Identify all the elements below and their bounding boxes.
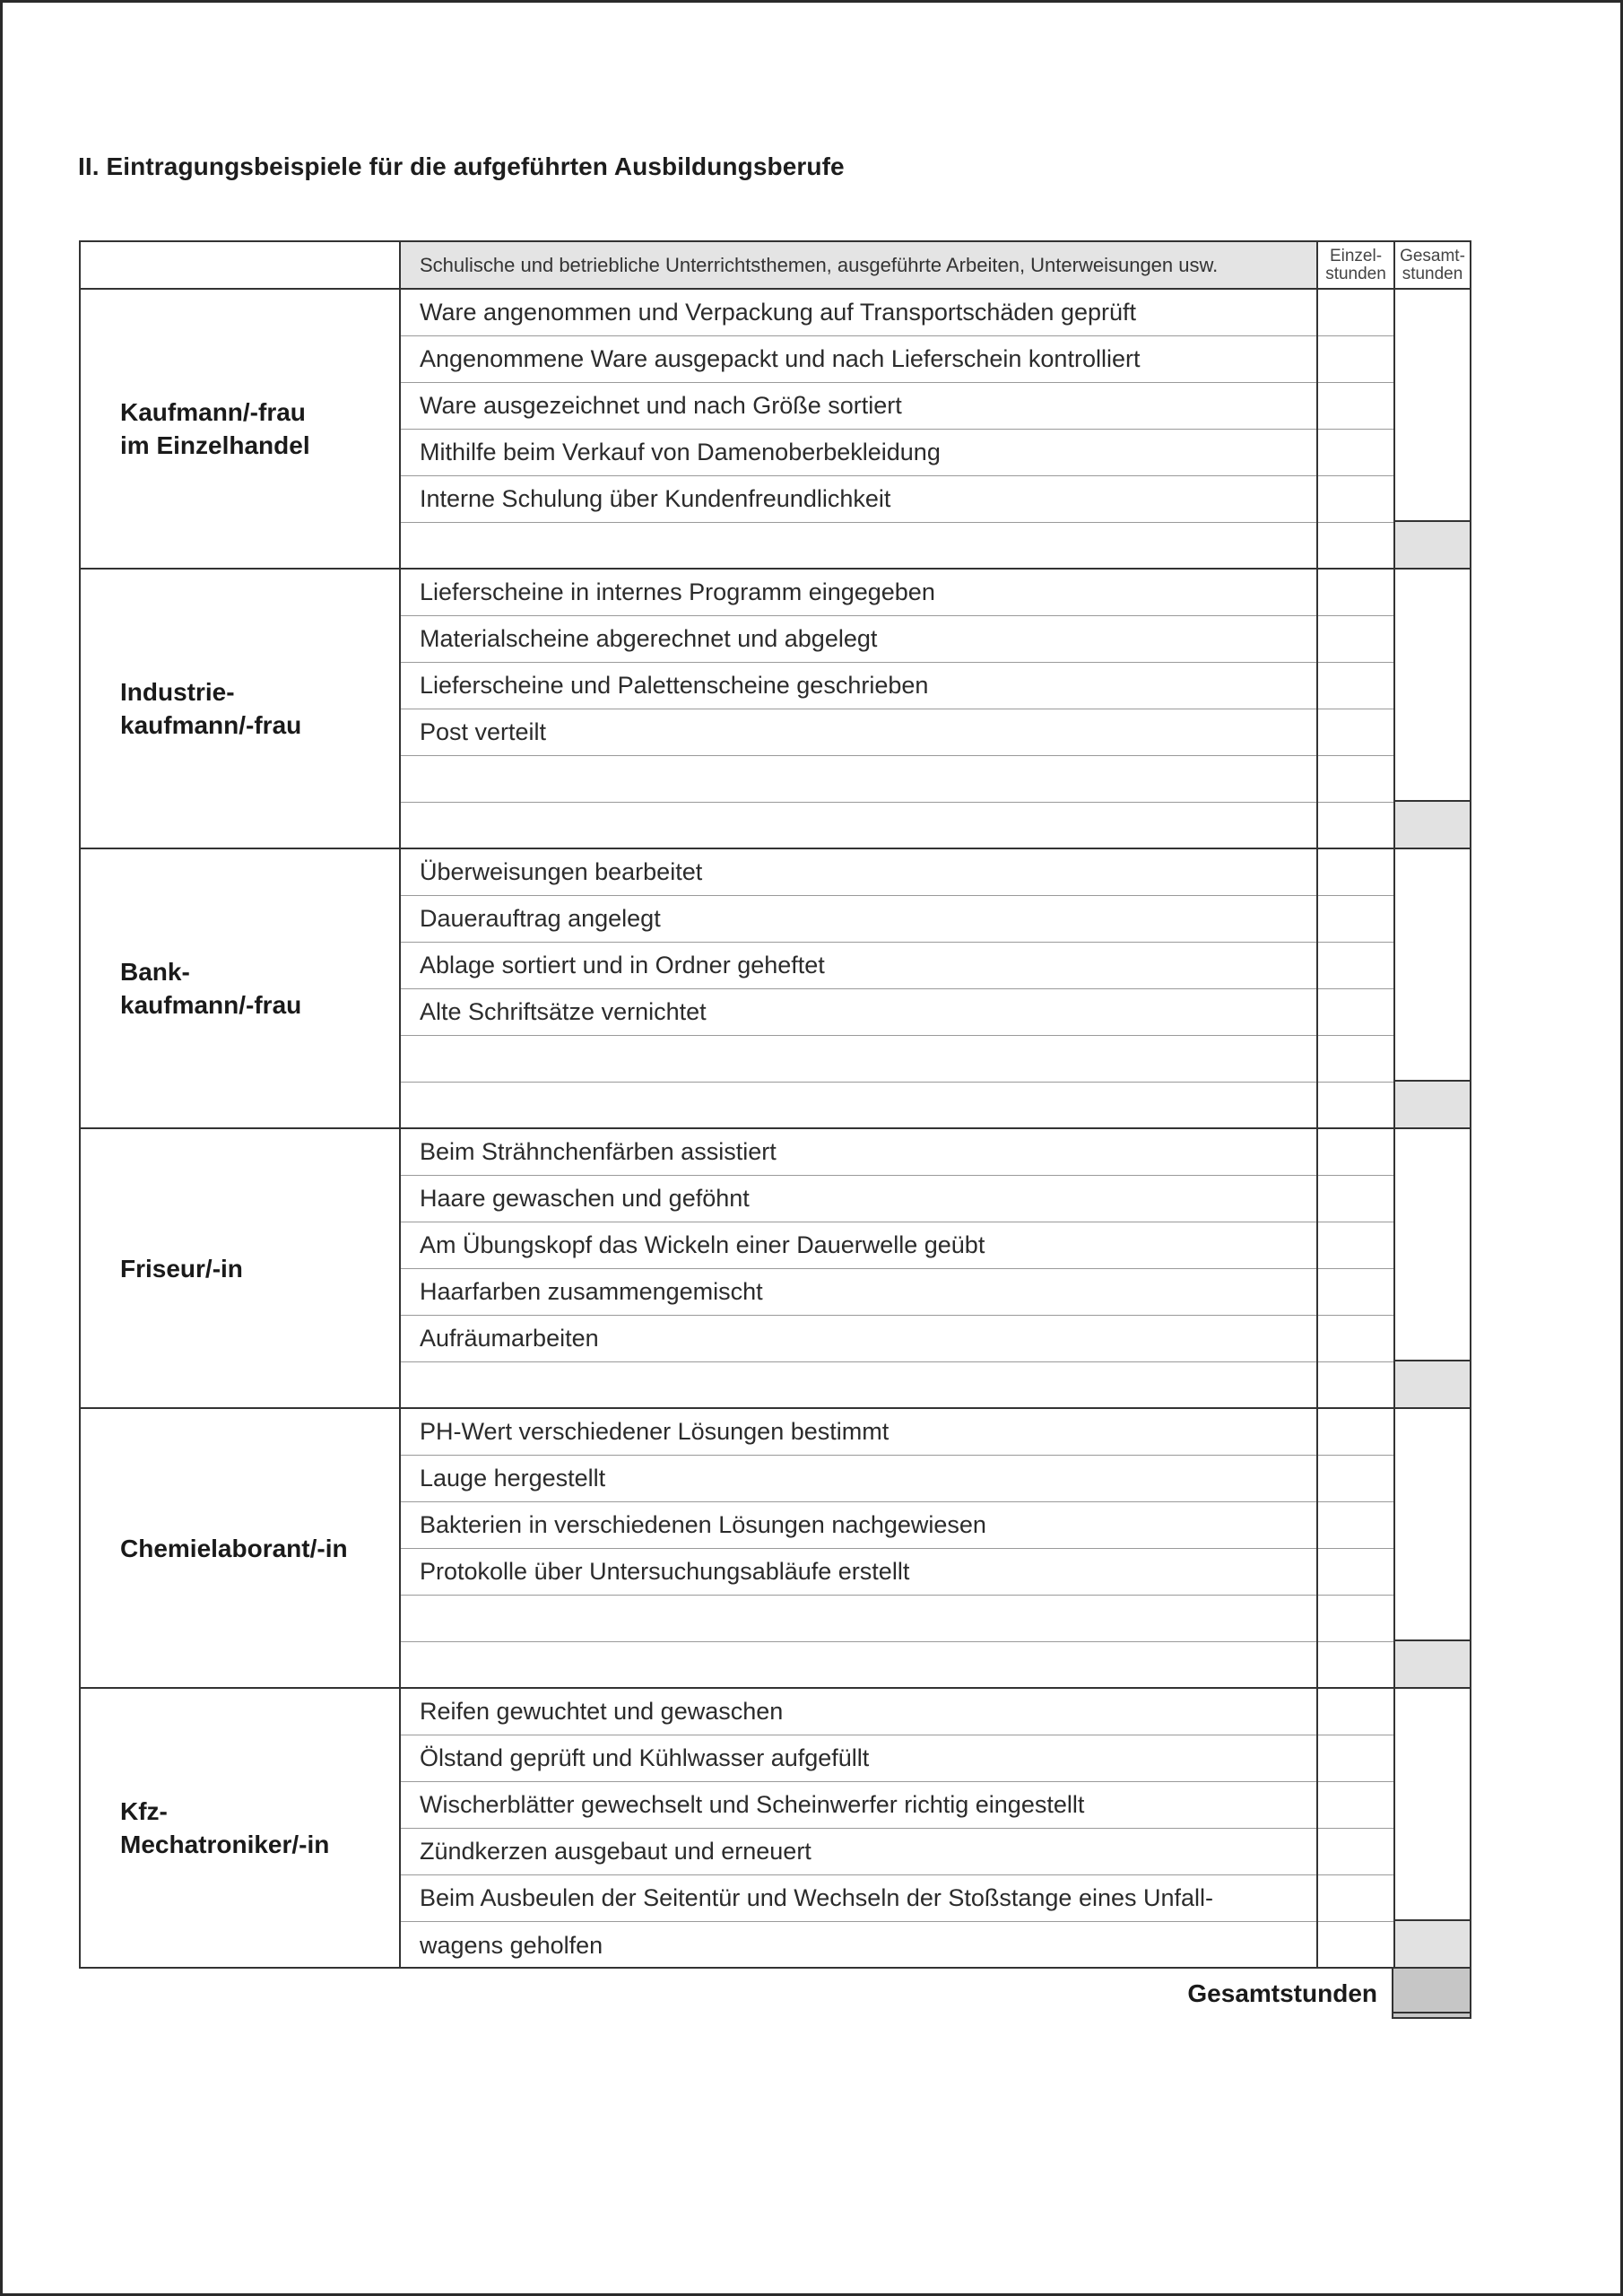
activity-row[interactable]: Post verteilt [401,709,1316,756]
activity-row[interactable]: Überweisungen bearbeitet [401,849,1316,896]
training-log-table [79,240,1471,2019]
section-total-cell[interactable] [1395,1360,1470,1407]
header-einzel-line2: stunden [1325,264,1386,283]
job-title-line: Friseur/-in [120,1254,243,1283]
activity-row[interactable] [401,1642,1316,1689]
activity-row[interactable] [401,756,1316,803]
job-title [79,570,399,848]
gesamtstunden-column [1393,570,1471,848]
grand-total-cell[interactable] [1392,1969,1471,2019]
einzelstunden-cell[interactable] [1318,336,1393,383]
einzelstunden-cell[interactable] [1318,570,1393,616]
job-title-line: kaufmann/-frau [120,711,302,739]
einzelstunden-column [1316,290,1393,568]
activity-row[interactable]: Bakterien in verschiedenen Lösungen nachgewiesen [401,1502,1316,1549]
einzelstunden-cell[interactable] [1318,476,1393,523]
job-title-line: kaufmann/-frau [120,991,302,1019]
activity-row[interactable] [401,803,1316,849]
job-title [79,290,399,568]
activity-list [399,849,1316,1127]
header-gesamtstunden [1393,240,1471,288]
gesamtstunden-column [1393,849,1471,1127]
section-bankkaufmann [79,848,1471,1127]
job-title-line: Chemielaborant/-in [120,1534,348,1562]
einzelstunden-cell[interactable] [1318,1596,1393,1642]
activity-row[interactable]: Mithilfe beim Verkauf von Damenoberbekleidung [401,430,1316,476]
activity-row[interactable] [401,523,1316,570]
einzelstunden-cell[interactable] [1318,523,1393,570]
activity-row[interactable]: Zündkerzen ausgebaut und erneuert [401,1829,1316,1875]
activity-row[interactable]: Angenommene Ware ausgepackt und nach Lieferschein kontrolliert [401,336,1316,383]
activity-row[interactable]: Ablage sortiert und in Ordner geheftet [401,943,1316,989]
activity-row[interactable]: Wischerblätter gewechselt und Scheinwerfer richtig eingestellt [401,1782,1316,1829]
einzelstunden-cell[interactable] [1318,849,1393,896]
section-total-cell[interactable] [1395,1639,1470,1687]
einzelstunden-cell[interactable] [1318,1083,1393,1129]
gesamtstunden-blank [1395,1129,1470,1360]
einzelstunden-cell[interactable] [1318,1362,1393,1409]
activity-row[interactable]: Dauerauftrag angelegt [401,896,1316,943]
header-topics: Schulische und betriebliche Unterrichtsthemen, ausgeführte Arbeiten, Unterweisungen usw. [399,240,1316,288]
einzelstunden-cell[interactable] [1318,1222,1393,1269]
einzelstunden-cell[interactable] [1318,616,1393,663]
activity-row[interactable]: Protokolle über Untersuchungsabläufe erstellt [401,1549,1316,1596]
einzelstunden-cell[interactable] [1318,1642,1393,1689]
einzelstunden-cell[interactable] [1318,1549,1393,1596]
einzelstunden-cell[interactable] [1318,1689,1393,1735]
einzelstunden-cell[interactable] [1318,1316,1393,1362]
activity-row[interactable]: PH-Wert verschiedener Lösungen bestimmt [401,1409,1316,1456]
activity-row[interactable]: Haarfarben zusammengemischt [401,1269,1316,1316]
job-title [79,849,399,1127]
gesamtstunden-blank [1395,290,1470,520]
section-total-cell[interactable] [1395,800,1470,848]
activity-row[interactable]: Lauge hergestellt [401,1456,1316,1502]
activity-row[interactable] [401,1362,1316,1409]
gesamtstunden-blank [1395,849,1470,1080]
einzelstunden-cell[interactable] [1318,1502,1393,1549]
grand-total-row [79,1969,1471,2019]
activity-list [399,1409,1316,1687]
einzelstunden-cell[interactable] [1318,1829,1393,1875]
section-friseur [79,1127,1471,1407]
activity-row[interactable]: Am Übungskopf das Wickeln einer Dauerwelle geübt [401,1222,1316,1269]
section-total-cell[interactable] [1395,1919,1470,1967]
activity-list [399,570,1316,848]
job-title [79,1129,399,1407]
einzelstunden-cell[interactable] [1318,803,1393,849]
section-total-cell[interactable] [1395,1080,1470,1127]
einzelstunden-cell[interactable] [1318,430,1393,476]
einzelstunden-cell[interactable] [1318,290,1393,336]
section-kfz-mechatroniker [79,1687,1471,1967]
activity-row[interactable]: Beim Strähnchenfärben assistiert [401,1129,1316,1176]
activity-row[interactable]: Ware angenommen und Verpackung auf Transportschäden geprüft [401,290,1316,336]
gesamtstunden-blank [1395,570,1470,800]
einzelstunden-column [1316,1409,1393,1687]
job-title-line: Kaufmann/-frau [120,398,306,426]
activity-row[interactable]: Reifen gewuchtet und gewaschen [401,1689,1316,1735]
section-total-cell[interactable] [1395,520,1470,568]
activity-row[interactable]: Aufräumarbeiten [401,1316,1316,1362]
activity-row[interactable]: Ölstand geprüft und Kühlwasser aufgefüllt [401,1735,1316,1782]
section-kaufmann-einzelhandel [79,288,1471,568]
activity-row[interactable] [401,1596,1316,1642]
activity-row[interactable] [401,1083,1316,1129]
job-title-line: Bank- [120,958,190,986]
einzelstunden-column [1316,849,1393,1127]
activity-row[interactable]: Alte Schriftsätze vernichtet [401,989,1316,1036]
activity-row[interactable]: Beim Ausbeulen der Seitentür und Wechseln der Stoßstange eines Unfall- [401,1875,1316,1922]
einzelstunden-cell[interactable] [1318,1409,1393,1456]
section-industriekaufmann [79,568,1471,848]
einzelstunden-cell[interactable] [1318,989,1393,1036]
einzelstunden-cell[interactable] [1318,1269,1393,1316]
header-einzel-line1: Einzel- [1329,246,1383,265]
job-title [79,1409,399,1687]
einzelstunden-cell[interactable] [1318,1782,1393,1829]
section-chemielaborant [79,1407,1471,1687]
grand-total-label: Gesamtstunden [1187,1979,1377,2007]
job-title-line: im Einzelhandel [120,431,310,459]
gesamtstunden-column [1393,1689,1471,1967]
job-title [79,1689,399,1967]
gesamtstunden-blank [1395,1409,1470,1639]
job-title-line: Kfz- [120,1797,168,1825]
einzelstunden-cell[interactable] [1318,1176,1393,1222]
activity-row[interactable]: Haare gewaschen und geföhnt [401,1176,1316,1222]
activity-row[interactable]: Ware ausgezeichnet und nach Größe sortiert [401,383,1316,430]
gesamtstunden-column [1393,1129,1471,1407]
header-gesamt-line2: stunden [1402,264,1463,283]
einzelstunden-cell[interactable] [1318,756,1393,803]
job-title-line: Industrie- [120,678,235,706]
header-blank-cell [79,240,399,288]
einzelstunden-cell[interactable] [1318,383,1393,430]
activity-row[interactable]: Interne Schulung über Kundenfreundlichkeit [401,476,1316,523]
header-gesamt-line1: Gesamt- [1400,246,1465,265]
einzelstunden-cell[interactable] [1318,1036,1393,1083]
activity-row[interactable]: Materialscheine abgerechnet und abgelegt [401,616,1316,663]
gesamtstunden-column [1393,1409,1471,1687]
activity-row[interactable]: wagens geholfen [420,1931,603,1959]
einzelstunden-column [1316,570,1393,848]
activity-list [399,290,1316,568]
activity-row[interactable] [401,1036,1316,1083]
activity-row[interactable]: Lieferscheine in internes Programm eingegeben [401,570,1316,616]
gesamtstunden-blank [1395,1689,1470,1919]
activity-list [399,1689,1316,1967]
table-header [79,240,1471,288]
page-heading: II. Eintragungsbeispiele für die aufgeführten Ausbildungsberufe [78,152,845,180]
einzelstunden-cell[interactable] [1318,709,1393,756]
einzelstunden-cell[interactable] [1318,663,1393,709]
gesamtstunden-column [1393,290,1471,568]
einzelstunden-cell[interactable] [1318,943,1393,989]
einzelstunden-column [1316,1689,1393,1967]
einzelstunden-column [1316,1129,1393,1407]
einzelstunden-cell[interactable] [1318,896,1393,943]
einzelstunden-cell[interactable] [1318,1129,1393,1176]
activity-row[interactable]: Lieferscheine und Palettenscheine geschrieben [401,663,1316,709]
einzelstunden-cell[interactable] [1318,1456,1393,1502]
job-title-line: Mechatroniker/-in [120,1831,330,1858]
header-einzelstunden [1316,240,1393,288]
einzelstunden-cell[interactable] [1318,1875,1393,1922]
einzelstunden-cell[interactable] [1318,1735,1393,1782]
einzelstunden-cell[interactable] [1318,1922,1393,1969]
activity-list [399,1129,1316,1407]
